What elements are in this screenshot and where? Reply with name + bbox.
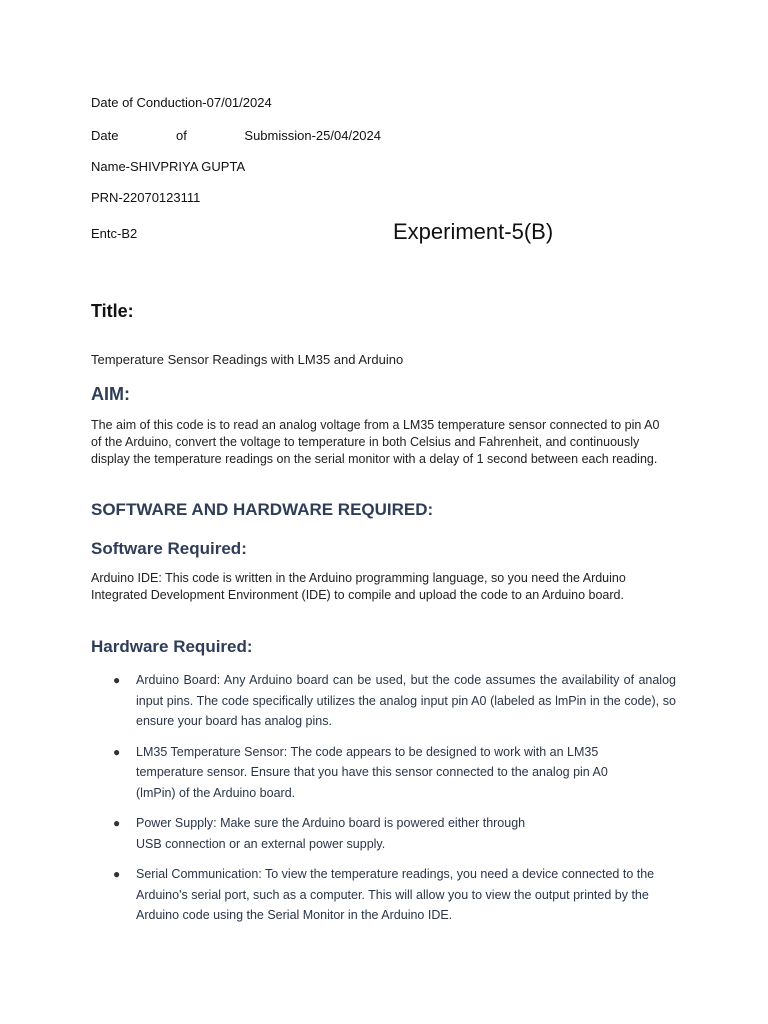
aim-heading: AIM:	[91, 384, 130, 404]
hardware-heading: Hardware Required:	[91, 637, 253, 656]
date-of-submission-word-2: of	[176, 128, 187, 143]
prn-number: PRN-22070123111	[91, 190, 201, 205]
date-of-submission	[91, 128, 381, 144]
list-item	[91, 670, 676, 732]
list-item	[91, 742, 676, 804]
list-item-text: Arduino Board: Any Arduino board can be used, but the code assumes the availability of analog input pins. The code specifically utilizes the analog input pin A0 (labeled as lmPin in the code), so ensure your board has analog pins.	[136, 673, 676, 728]
software-paragraph: Arduino IDE: This code is written in the Arduino programming language, so you need the Arduino Integrated Development Environment (IDE) to compile and upload the code to an Arduino board.	[91, 571, 626, 602]
bullet-icon: ●	[113, 744, 121, 759]
bullet-icon: ●	[113, 673, 121, 687]
bullet-icon: ●	[113, 816, 121, 830]
date-of-submission-word-3: Submission-25/04/2024	[244, 128, 381, 143]
list-item-text: Power Supply: Make sure the Arduino board is powered either through USB connection or an external power supply.	[136, 816, 526, 851]
title-heading: Title:	[91, 301, 134, 321]
experiment-title: Experiment-5(B)	[393, 219, 554, 244]
list-item-text: Serial Communication: To view the temperature readings, you need a device connected to the Arduino's serial port, such as a computer. This will allow you to view the output printed by the Arduino code using the Serial Monitor in the Arduino IDE.	[136, 867, 655, 922]
aim-paragraph: The aim of this code is to read an analog voltage from a LM35 temperature sensor connected to pin A0 of the Arduino, convert the voltage to temperature in both Celsius and Fahrenheit, and continuously display the temperature readings on the serial monitor with a delay of 1 second between each reading.	[91, 418, 660, 466]
hardware-list	[91, 670, 676, 936]
requirements-heading: SOFTWARE AND HARDWARE REQUIRED:	[91, 500, 434, 519]
list-item-text: LM35 Temperature Sensor: The code appears to be designed to work with an LM35 temperature sensor. Ensure that you have this sensor connected to the analog pin A0 (lmPin) of the Arduino board.	[136, 744, 608, 800]
student-name: Name-SHIVPRIYA GUPTA	[91, 159, 246, 174]
class-division: Entc-B2	[91, 226, 138, 241]
date-of-submission-word-1: Date	[91, 128, 119, 143]
date-of-conduction: Date of Conduction-07/01/2024	[91, 95, 272, 110]
software-heading: Software Required:	[91, 539, 247, 558]
list-item	[91, 864, 676, 926]
list-item	[91, 813, 676, 854]
bullet-icon: ●	[113, 867, 121, 881]
title-text: Temperature Sensor Readings with LM35 and Arduino	[91, 352, 404, 367]
